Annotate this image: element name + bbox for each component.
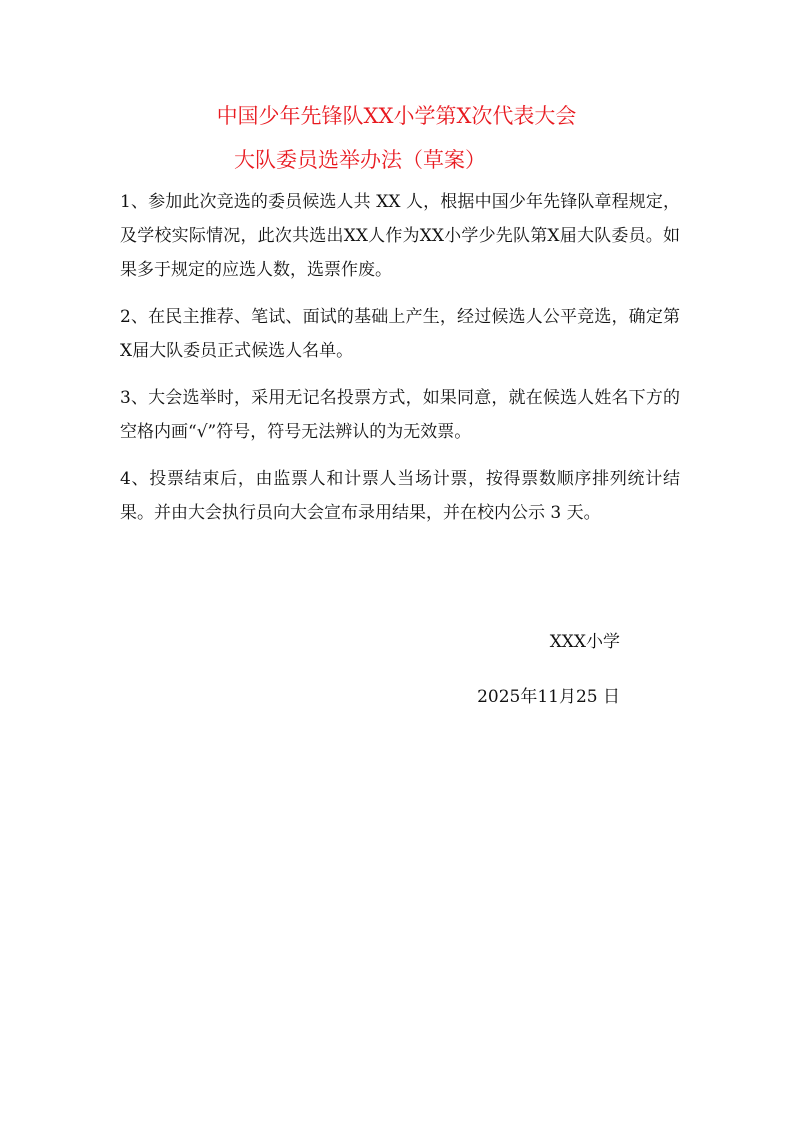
signature-school-name: XXX小学 <box>549 632 620 652</box>
document-title-line-2: 大队委员选举办法（草案） <box>234 148 486 172</box>
paragraph-1: 1、参加此次竞选的委员候选人共 XX 人，根据中国少年先锋队章程规定，及学校实际情况，此次共选出XX人作为XX小学少先队第X届大队委员。如果多于规定的应选人数，选票作废。 <box>120 192 680 280</box>
paragraph-3: 3、大会选举时，采用无记名投票方式，如果同意，就在候选人姓名下方的空格内画“√”符号，符号无法辨认的为无效票。 <box>120 388 680 442</box>
paragraph-2: 2、在民主推荐、笔试、面试的基础上产生，经过候选人公平竞选，确定第X届大队委员正式候选人名单。 <box>120 307 680 361</box>
document-title-line-1: 中国少年先锋队XX小学第X次代表大会 <box>216 104 577 128</box>
signature-date: 2025年11月25 日 <box>477 687 620 707</box>
paragraph-4: 4、投票结束后，由监票人和计票人当场计票，按得票数顺序排列统计结果。并由大会执行员向大会宣布录用结果，并在校内公示 3 天。 <box>120 469 680 523</box>
document-body <box>120 185 680 543</box>
